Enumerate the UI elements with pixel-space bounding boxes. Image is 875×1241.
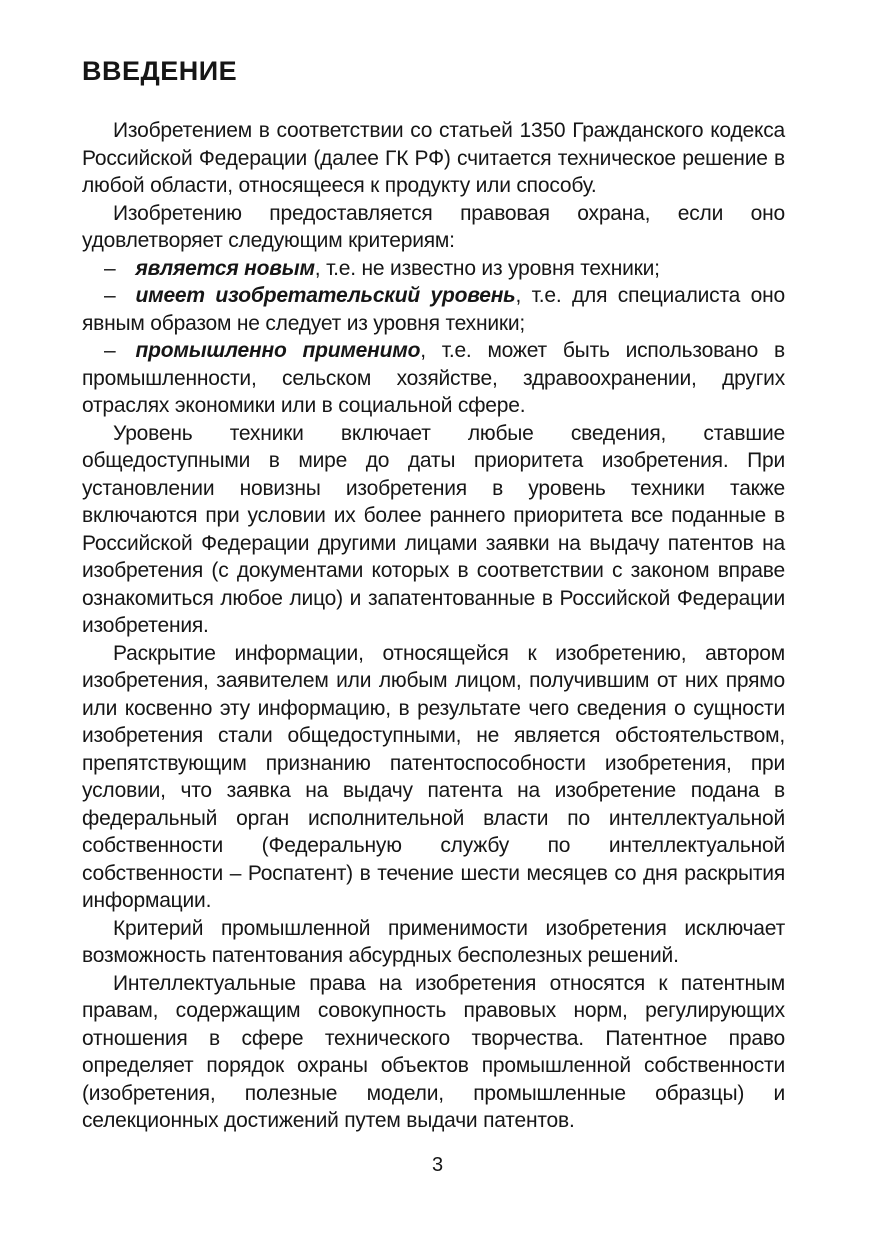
- criterion-novelty: [82, 255, 785, 283]
- criterion-term: имеет изобретательский уровень: [135, 284, 516, 307]
- criterion-text: , т.е. может быть использовано в промышленности, сельском хозяйстве, здравоохранении, других отраслях экономики или в социальной сфере.: [82, 339, 785, 417]
- paragraph-criteria-intro: Изобретению предоставляется правовая охрана, если оно удовлетворяет следующим критериям:: [82, 201, 785, 252]
- criterion-term: является новым: [135, 256, 315, 280]
- page-title: ВВЕДЕНИЕ: [82, 56, 238, 86]
- paragraph-invention-definition: Изобретением в соответствии со статьей 1350 Гражданского кодекса Российской Федерации (далее ГК РФ) считается техническое решение в любой области, относящееся к продукту или способу.: [82, 119, 785, 197]
- criterion-text: , т.е. для специалиста оно явным образом не следует из уровня техники;: [82, 284, 785, 335]
- paragraph-disclosure-grace-period: Раскрытие информации, относящейся к изобретению, автором изобретения, заявителем или любым лицом, получившим от них прямо или косвенно эту информацию, в результате чего сведения о сущности изобретения стали общедоступными, не является обстоятельством, препятствующим признанию патентоспособности изобретения, при условии, что заявка на выдачу патента на изобретение подана в федеральный орган исполнительной власти по интеллектуальной собственности (Федеральную службу по интеллектуальной собственности – Роспатент) в течение шести месяцев со дня раскрытия информации.: [82, 641, 785, 912]
- page-number: 3: [431, 1154, 444, 1176]
- paragraph-patent-rights: Интеллектуальные права на изобретения относятся к патентным правам, содержащим совокупность правовых норм, регулирующих отношения в сфере технического творчества. Патентное право определяет порядок охраны объектов промышленной собственности (изобретения, полезные модели, промышленные образцы) и селекционных достижений путем выдачи патентов.: [82, 971, 785, 1132]
- criterion-term: промышленно применимо: [135, 339, 421, 362]
- bullet-dash: –: [104, 284, 116, 307]
- criterion-inventive-step: [82, 282, 785, 337]
- paragraph-applicability-criterion: Критерий промышленной применимости изобретения исключает возможность патентования абсурдных бесполезных решений.: [82, 916, 785, 967]
- bullet-dash: –: [104, 256, 116, 280]
- criterion-industrial-applicability: [82, 337, 785, 420]
- paragraph-prior-art: Уровень техники включает любые сведения, ставшие общедоступными в мире до даты приоритета изобретения. При установлении новизны изобретения в уровень техники также включаются при условии их более раннего приоритета все поданные в Российской Федерации другими лицами заявки на выдачу патентов на изобретения (с документами которых в соответствии с законом вправе ознакомиться любое лицо) и запатентованные в Российской Федерации изобретения.: [82, 421, 785, 637]
- criterion-text: , т.е. не известно из уровня техники;: [314, 256, 660, 280]
- bullet-dash: –: [104, 339, 116, 362]
